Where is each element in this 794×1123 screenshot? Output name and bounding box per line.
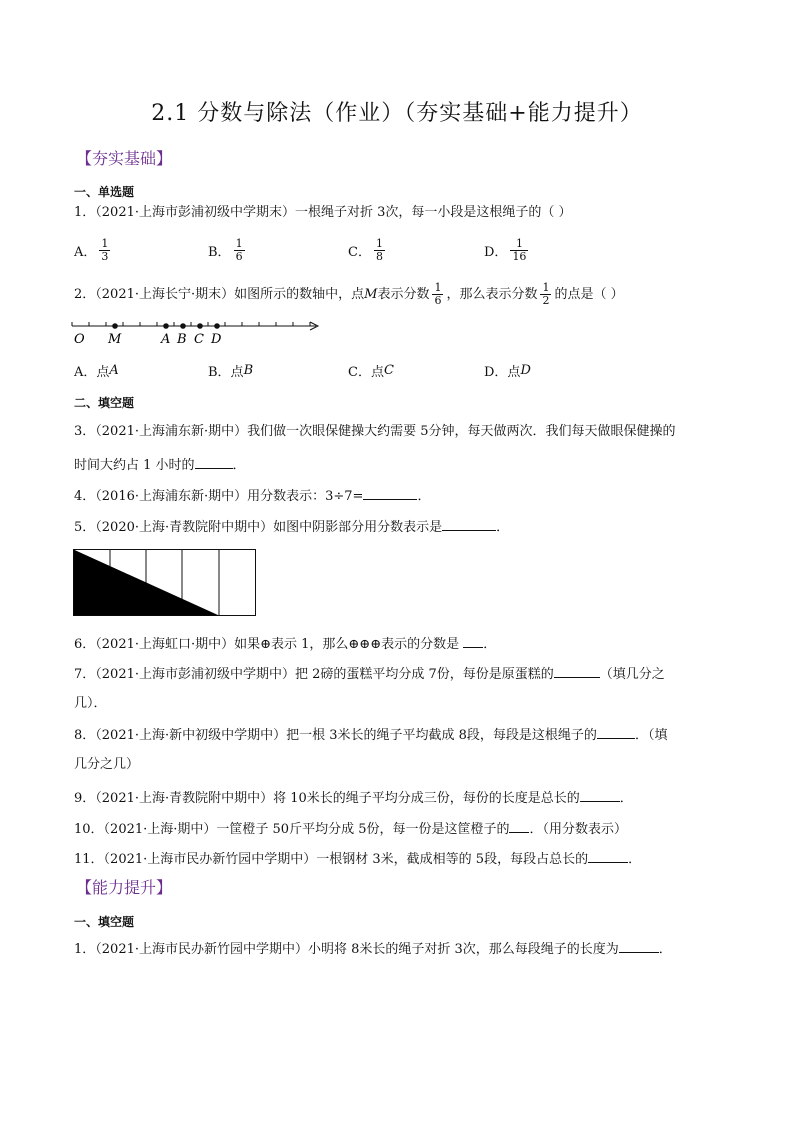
label-d: D [211, 332, 222, 347]
question-2-option-b [208, 355, 253, 385]
question-7-line-1 [74, 663, 665, 685]
question-1: 1．（2021·上海市彭浦初级中学期末）一根绳子对折 3次，每一小段是这根绳子的（ ） [74, 205, 572, 220]
label-c: C [194, 332, 204, 347]
question-8-line-2: 几分之几） [74, 757, 140, 772]
question-2-text: 表示分数 [377, 286, 430, 302]
section-basic-heading: 【夯实基础】 [76, 149, 173, 168]
question-1-option-a [74, 233, 113, 267]
question-1-option-b [208, 233, 248, 267]
question-2 [74, 282, 624, 307]
fraction [510, 238, 528, 263]
answer-blank[interactable] [442, 516, 496, 531]
option-label: A． [74, 244, 97, 260]
fraction [99, 238, 110, 263]
answer-blank[interactable] [463, 633, 483, 648]
question-3-line-1: 3．（2021·上海浦东新·期中）我们做一次眼保健操大约需要 5分钟，每天做两次．我们每天做眼保健操的 [74, 424, 676, 439]
question-4-end: ． [417, 489, 431, 504]
fraction-numerator: 1 [375, 236, 383, 250]
label-a: A [161, 332, 171, 347]
fraction-numerator: 1 [434, 281, 442, 294]
label-b: B [177, 332, 187, 347]
subhead-single-choice: 一、单选题 [74, 185, 135, 199]
option-point: A [109, 362, 119, 378]
option-point: C [383, 362, 394, 378]
question-4 [74, 485, 430, 507]
question-7-line-2: 几）． [74, 696, 107, 711]
question-3-text: 时间大约占 1 小时的 [74, 458, 195, 473]
question-5 [74, 516, 509, 538]
question-10-end: ．（用分数表示） [529, 822, 627, 837]
number-line-figure [70, 316, 330, 350]
point-m-symbol: M [364, 286, 378, 302]
answer-blank[interactable] [619, 938, 659, 953]
question-9-text: 9．（2021·上海·青教院附中期中）将 10米长的绳子平均分成三份，每份的长度是总长的 [74, 791, 580, 806]
advanced-question-1-text: 1．（2021·上海市民办新竹园中学期中）小明将 8米长的绳子对折 3次，那么每段绳子的长度为 [74, 942, 619, 957]
point-b-dot [180, 323, 186, 329]
fraction-numerator: 1 [235, 236, 243, 250]
point-c-dot [197, 323, 203, 329]
question-8-text: 8．（2021·上海·新中初级中学期中）把一根 3米长的绳子平均截成 8段，每段是这根绳子的 [74, 728, 597, 743]
question-10 [74, 818, 627, 840]
answer-blank[interactable] [195, 454, 233, 469]
fraction-denominator: 8 [375, 249, 383, 263]
axis-ticks [72, 322, 310, 326]
answer-blank[interactable] [580, 787, 620, 802]
option-label: C．点 [348, 364, 384, 380]
fraction-denominator: 6 [235, 249, 243, 263]
shaded-rectangle-figure [73, 549, 257, 617]
question-1-option-d [484, 233, 531, 267]
answer-blank[interactable] [597, 724, 635, 739]
point-d-dot [214, 323, 220, 329]
fraction-denominator: 3 [101, 249, 109, 263]
advanced-question-1 [74, 938, 672, 960]
point-m-dot [112, 323, 118, 329]
question-8-text: ．（填 [634, 728, 668, 743]
question-3-line-2 [74, 454, 246, 476]
question-10-text: 10．（2021·上海·期中）一筐橙子 50斤平均分成 5份，每一份是这筐橙子的 [74, 822, 510, 837]
question-2-option-a [74, 355, 119, 385]
advanced-question-1-end: ． [658, 942, 672, 957]
option-point: D [520, 362, 531, 378]
answer-blank[interactable] [588, 848, 628, 863]
question-11-end: ． [628, 852, 642, 867]
fraction [374, 238, 385, 263]
answer-blank[interactable] [554, 663, 600, 678]
fraction-denominator: 16 [512, 249, 527, 263]
question-9-end: ． [619, 791, 633, 806]
option-label: C． [348, 244, 371, 260]
question-6 [74, 633, 496, 655]
question-1-option-c [348, 233, 388, 267]
question-7-text: 7．（2021·上海市彭浦初级中学期中）把 2磅的蛋糕平均分成 7份，每份是原蛋糕的 [74, 667, 554, 682]
point-a-dot [163, 323, 169, 329]
label-o: O [74, 332, 85, 347]
subhead-fill-blank: 二、填空题 [74, 396, 135, 410]
label-m: M [108, 332, 122, 347]
question-3-end: ． [232, 458, 246, 473]
question-6-end: ． [483, 637, 497, 652]
answer-blank[interactable] [363, 485, 417, 500]
page-title: 2.1 分数与除法（作业）（夯实基础+能力提升） [151, 101, 643, 126]
section-advanced-heading: 【能力提升】 [76, 878, 173, 897]
question-2-text: ，那么表示分数 [446, 286, 538, 302]
question-7-text: （填几分之 [599, 667, 665, 682]
fraction [432, 282, 443, 307]
answer-blank[interactable] [509, 818, 529, 833]
question-9 [74, 787, 633, 809]
fraction-numerator: 1 [542, 281, 550, 294]
question-5-text: 5．（2020·上海·青教院附中期中）如图中阴影部分用分数表示是 [74, 520, 443, 535]
question-11-text: 11．（2021·上海市民办新竹园中学期中）一根钢材 3米，截成相等的 5段，每段占总长的 [74, 852, 589, 867]
option-label: D． [484, 244, 508, 260]
fraction-numerator: 1 [515, 236, 523, 250]
question-6-text: 6．（2021·上海虹口·期中）如果⊕表示 1，那么⊕⊕⊕表示的分数是 [74, 637, 464, 652]
option-label: B．点 [208, 364, 244, 380]
question-2-option-d [484, 355, 531, 385]
option-point: B [243, 362, 254, 378]
question-5-end: ． [496, 520, 510, 535]
question-2-text: 2．（2021·上海长宁·期末）如图所示的数轴中，点 [74, 286, 365, 302]
option-label: D．点 [484, 364, 521, 380]
question-4-text: 4．（2016·上海浦东新·期中）用分数表示：3÷7= [74, 489, 364, 504]
question-2-option-c [348, 355, 394, 385]
option-label: A．点 [74, 364, 110, 380]
question-2-text: 的点是（ ） [554, 286, 624, 302]
fraction [540, 282, 551, 307]
fraction-denominator: 6 [434, 294, 442, 307]
fraction [234, 238, 245, 263]
subhead-advanced-fill-blank: 一、填空题 [74, 915, 135, 929]
question-11 [74, 848, 641, 870]
fraction-denominator: 2 [542, 294, 550, 307]
option-label: B． [208, 244, 231, 260]
question-8-line-1 [74, 724, 667, 746]
fraction-numerator: 1 [101, 236, 109, 250]
